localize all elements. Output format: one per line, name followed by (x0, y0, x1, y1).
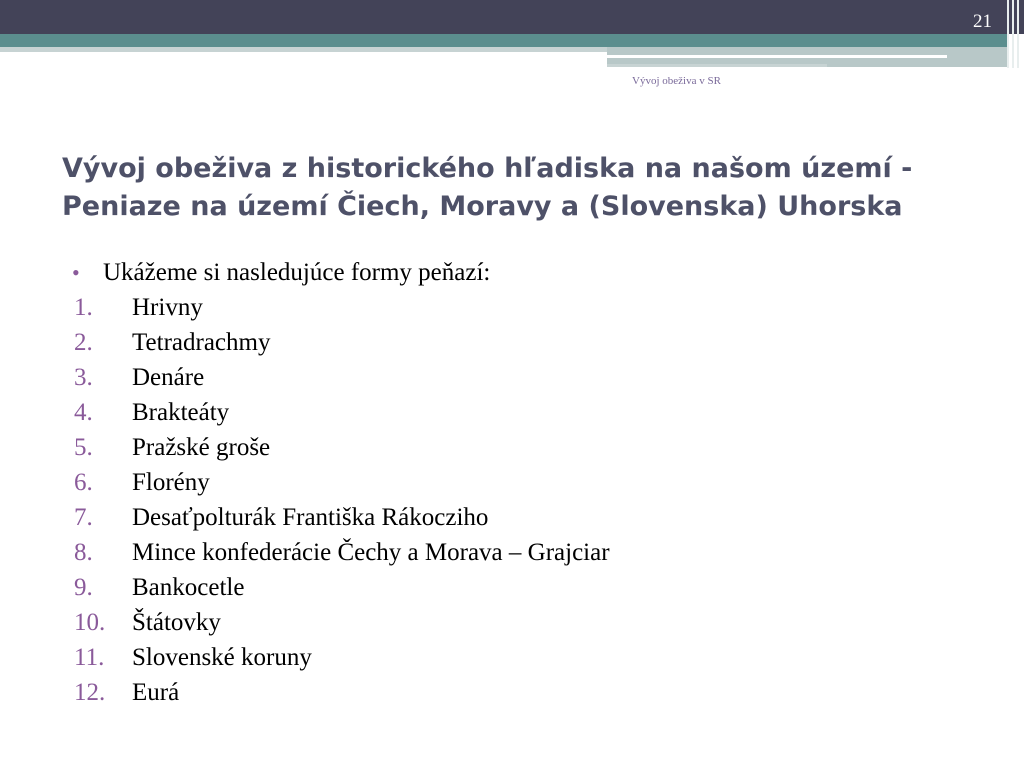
list-item-number: 7. (74, 504, 93, 531)
header-teal-band (0, 34, 1007, 47)
list-item-text: Brakteáty (132, 399, 230, 426)
list-item-number: 5. (74, 434, 93, 461)
header-vertical-line (1012, 0, 1014, 68)
list-item (72, 290, 972, 325)
intro-text: Ukážeme si nasledujúce formy peňazí: (103, 259, 491, 286)
list-item-number: 3. (74, 364, 93, 391)
list-item (72, 675, 972, 710)
list-item-text: Slovenské koruny (132, 644, 312, 671)
header-vertical-line (1007, 0, 1009, 68)
list-item-number: 1. (74, 294, 93, 321)
list-item-text: Florény (132, 469, 210, 496)
list-item-number: 12. (74, 679, 106, 706)
slide-content (72, 255, 972, 710)
slide-title-line-1: Vývoj obeživa z historického hľadiska na našom území - (62, 153, 913, 184)
list-item-text: Bankocetle (132, 574, 245, 601)
list-item (72, 360, 972, 395)
list-item-number: 9. (74, 574, 93, 601)
slide-title (62, 150, 1002, 226)
list-item (72, 570, 972, 605)
list-item (72, 500, 972, 535)
list-item (72, 430, 972, 465)
list-item-text: Mince konfederácie Čechy a Morava – Grajciar (132, 539, 610, 566)
list-item-text: Štátovky (132, 609, 221, 636)
list-item-number: 8. (74, 539, 93, 566)
list-item-number: 11. (74, 644, 105, 671)
list-item (72, 640, 972, 675)
header-caption: Vývoj obeživa v SR (632, 75, 721, 87)
money-forms-list (72, 290, 972, 710)
header-short-line (607, 64, 827, 67)
list-item (72, 535, 972, 570)
list-item-number: 10. (74, 609, 106, 636)
header-vertical-line (1017, 0, 1019, 68)
list-item-text: Desaťpolturák Františka Rákocziho (132, 504, 489, 531)
bullet-icon: • (72, 260, 80, 285)
header-accent-line (607, 55, 947, 58)
slide-number: 21 (973, 11, 992, 32)
list-item-text: Pražské groše (132, 434, 271, 461)
header-bar (0, 0, 1024, 34)
list-item (72, 605, 972, 640)
list-item-text: Eurá (132, 679, 180, 706)
list-item-number: 4. (74, 399, 93, 426)
list-item (72, 395, 972, 430)
list-item-text: Hrivny (132, 294, 203, 321)
slide-title-line-2: Peniaze na území Čiech, Moravy a (Slovenska) Uhorska (62, 191, 903, 222)
list-item-number: 6. (74, 469, 93, 496)
header-gray-band (0, 47, 607, 52)
list-item-number: 2. (74, 329, 93, 356)
list-item-text: Tetradrachmy (132, 329, 271, 356)
intro-bullet (72, 255, 972, 290)
list-item (72, 325, 972, 360)
list-item (72, 465, 972, 500)
list-item-text: Denáre (132, 364, 205, 391)
